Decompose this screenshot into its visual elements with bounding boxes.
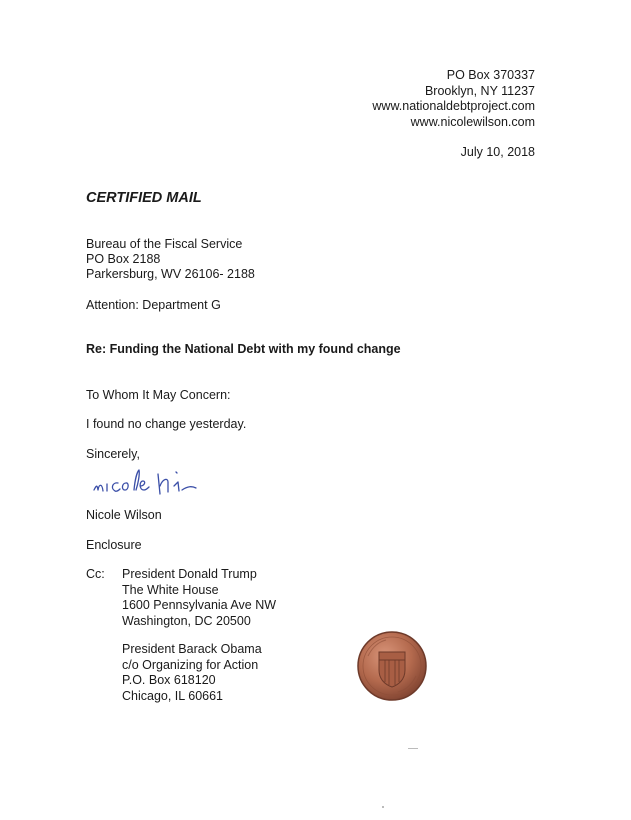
sender-city: Brooklyn, NY 11237 xyxy=(424,83,535,98)
handwritten-signature xyxy=(88,464,248,504)
mailing-method: CERTIFIED MAIL xyxy=(86,190,202,206)
recipient-po-box: PO Box 2188 xyxy=(86,252,161,266)
cc-recipient-line: Chicago, IL 60661 xyxy=(122,688,224,703)
cc-label: Cc: xyxy=(86,567,105,581)
cc-recipient-2 xyxy=(122,642,262,704)
closing: Sincerely, xyxy=(86,447,140,461)
cc-recipient-line: Washington, DC 20500 xyxy=(122,613,251,628)
salutation: To Whom It May Concern: xyxy=(86,388,231,402)
letter-date: July 10, 2018 xyxy=(460,145,535,159)
recipient-address xyxy=(86,237,255,282)
cc-recipient-line: c/o Organizing for Action xyxy=(122,657,259,672)
recipient-name: Bureau of the Fiscal Service xyxy=(86,237,243,251)
sender-address xyxy=(372,68,535,130)
letter-body: I found no change yesterday. xyxy=(86,417,247,431)
signer-name: Nicole Wilson xyxy=(86,508,162,522)
enclosure-note: Enclosure xyxy=(86,538,142,552)
attention-line: Attention: Department G xyxy=(86,298,221,312)
scan-speck xyxy=(408,748,418,749)
scan-speck xyxy=(382,806,384,808)
sender-po-box: PO Box 370337 xyxy=(446,68,535,82)
cc-recipient-line: The White House xyxy=(122,582,219,597)
cc-recipient-line: P.O. Box 618120 xyxy=(122,673,216,687)
penny-coin-image xyxy=(356,630,428,702)
sender-website-2: www.nicolewilson.com xyxy=(410,114,535,129)
recipient-city: Parkersburg, WV 26106- 2188 xyxy=(86,267,255,281)
cc-recipient-line: President Donald Trump xyxy=(122,567,257,581)
cc-recipient-line: 1600 Pennsylvania Ave NW xyxy=(122,598,277,612)
cc-recipient-line: President Barack Obama xyxy=(122,642,262,656)
sender-website-1: www.nationaldebtproject.com xyxy=(372,99,535,113)
cc-recipient-1 xyxy=(122,567,276,629)
subject-line: Re: Funding the National Debt with my found change xyxy=(86,342,401,356)
